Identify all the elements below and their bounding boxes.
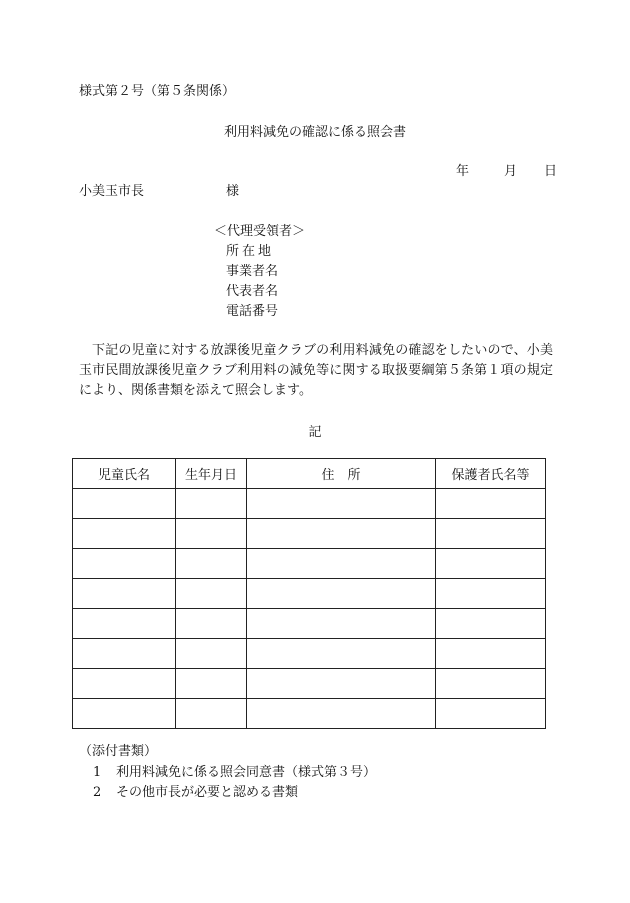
document-title: 利用料減免の確認に係る照会書 [223, 125, 406, 140]
table-row [73, 639, 546, 669]
table-cell [436, 609, 546, 639]
table-cell [247, 579, 436, 609]
attachment-item [93, 781, 298, 800]
attachment-text: 利用料減免に係る照会同意書（様式第３号） [116, 765, 377, 780]
table-row [73, 699, 546, 729]
agent-heading: ＜代理受領者＞ [214, 224, 306, 239]
table-cell [73, 609, 176, 639]
date-year-label: 年 [456, 164, 470, 179]
table-cell [176, 579, 247, 609]
table-cell [73, 579, 176, 609]
table-row [73, 519, 546, 549]
agent-phone-label: 電話番号 [226, 304, 279, 319]
header-birth-date: 生年月日 [176, 459, 247, 489]
date-line [456, 160, 557, 179]
table-row [73, 549, 546, 579]
header-guardian-name: 保護者氏名等 [436, 459, 546, 489]
table-cell [176, 519, 247, 549]
table-cell [247, 639, 436, 669]
agent-business-name-label: 事業者名 [226, 264, 279, 279]
table-cell [247, 699, 436, 729]
attachment-number: 2 [93, 785, 102, 800]
attachment-text: その他市長が必要と認める書類 [116, 785, 299, 800]
table-cell [73, 519, 176, 549]
table-cell [73, 639, 176, 669]
table-cell [176, 639, 247, 669]
table-cell [73, 549, 176, 579]
ki-heading: 記 [308, 425, 322, 440]
table-cell [436, 579, 546, 609]
header-child-name: 児童氏名 [73, 459, 176, 489]
attachments-heading: （添付書類） [79, 744, 158, 759]
table-row [73, 609, 546, 639]
form-number: 様式第２号（第５条関係） [79, 84, 236, 99]
attachment-number: 1 [93, 765, 102, 780]
table-cell [176, 549, 247, 579]
child-record-table [72, 458, 546, 729]
attachment-item [93, 761, 376, 780]
table-header-row [73, 459, 546, 489]
table-cell [247, 489, 436, 519]
table-cell [176, 489, 247, 519]
table-cell [73, 669, 176, 699]
addressee-name: 小美玉市長 [79, 184, 145, 199]
table-cell [436, 489, 546, 519]
table-row [73, 489, 546, 519]
table-cell [247, 519, 436, 549]
table-cell [436, 699, 546, 729]
date-month-label: 月 [504, 164, 518, 179]
date-day-label: 日 [544, 164, 558, 179]
agent-address-label: 所在地 [226, 244, 275, 259]
table-cell [176, 669, 247, 699]
table-row [73, 669, 546, 699]
agent-representative-label: 代表者名 [226, 284, 279, 299]
table-row [73, 579, 546, 609]
table-cell [436, 639, 546, 669]
table-cell [176, 609, 247, 639]
body-paragraph: 下記の児童に対する放課後児童クラブの利用料減免の確認をしたいので、小美玉市民間放課後児童クラブ利用料の減免等に関する取扱要綱第５条第１項の規定により、関係書類を添えて照会します。 [79, 343, 553, 398]
table-cell [247, 669, 436, 699]
table-cell [436, 669, 546, 699]
table-cell [247, 609, 436, 639]
table-cell [73, 699, 176, 729]
table-cell [176, 699, 247, 729]
addressee-honorific: 様 [226, 184, 240, 199]
table-cell [73, 489, 176, 519]
table-cell [436, 549, 546, 579]
table-cell [436, 519, 546, 549]
table-cell [247, 549, 436, 579]
header-address: 住 所 [247, 459, 436, 489]
